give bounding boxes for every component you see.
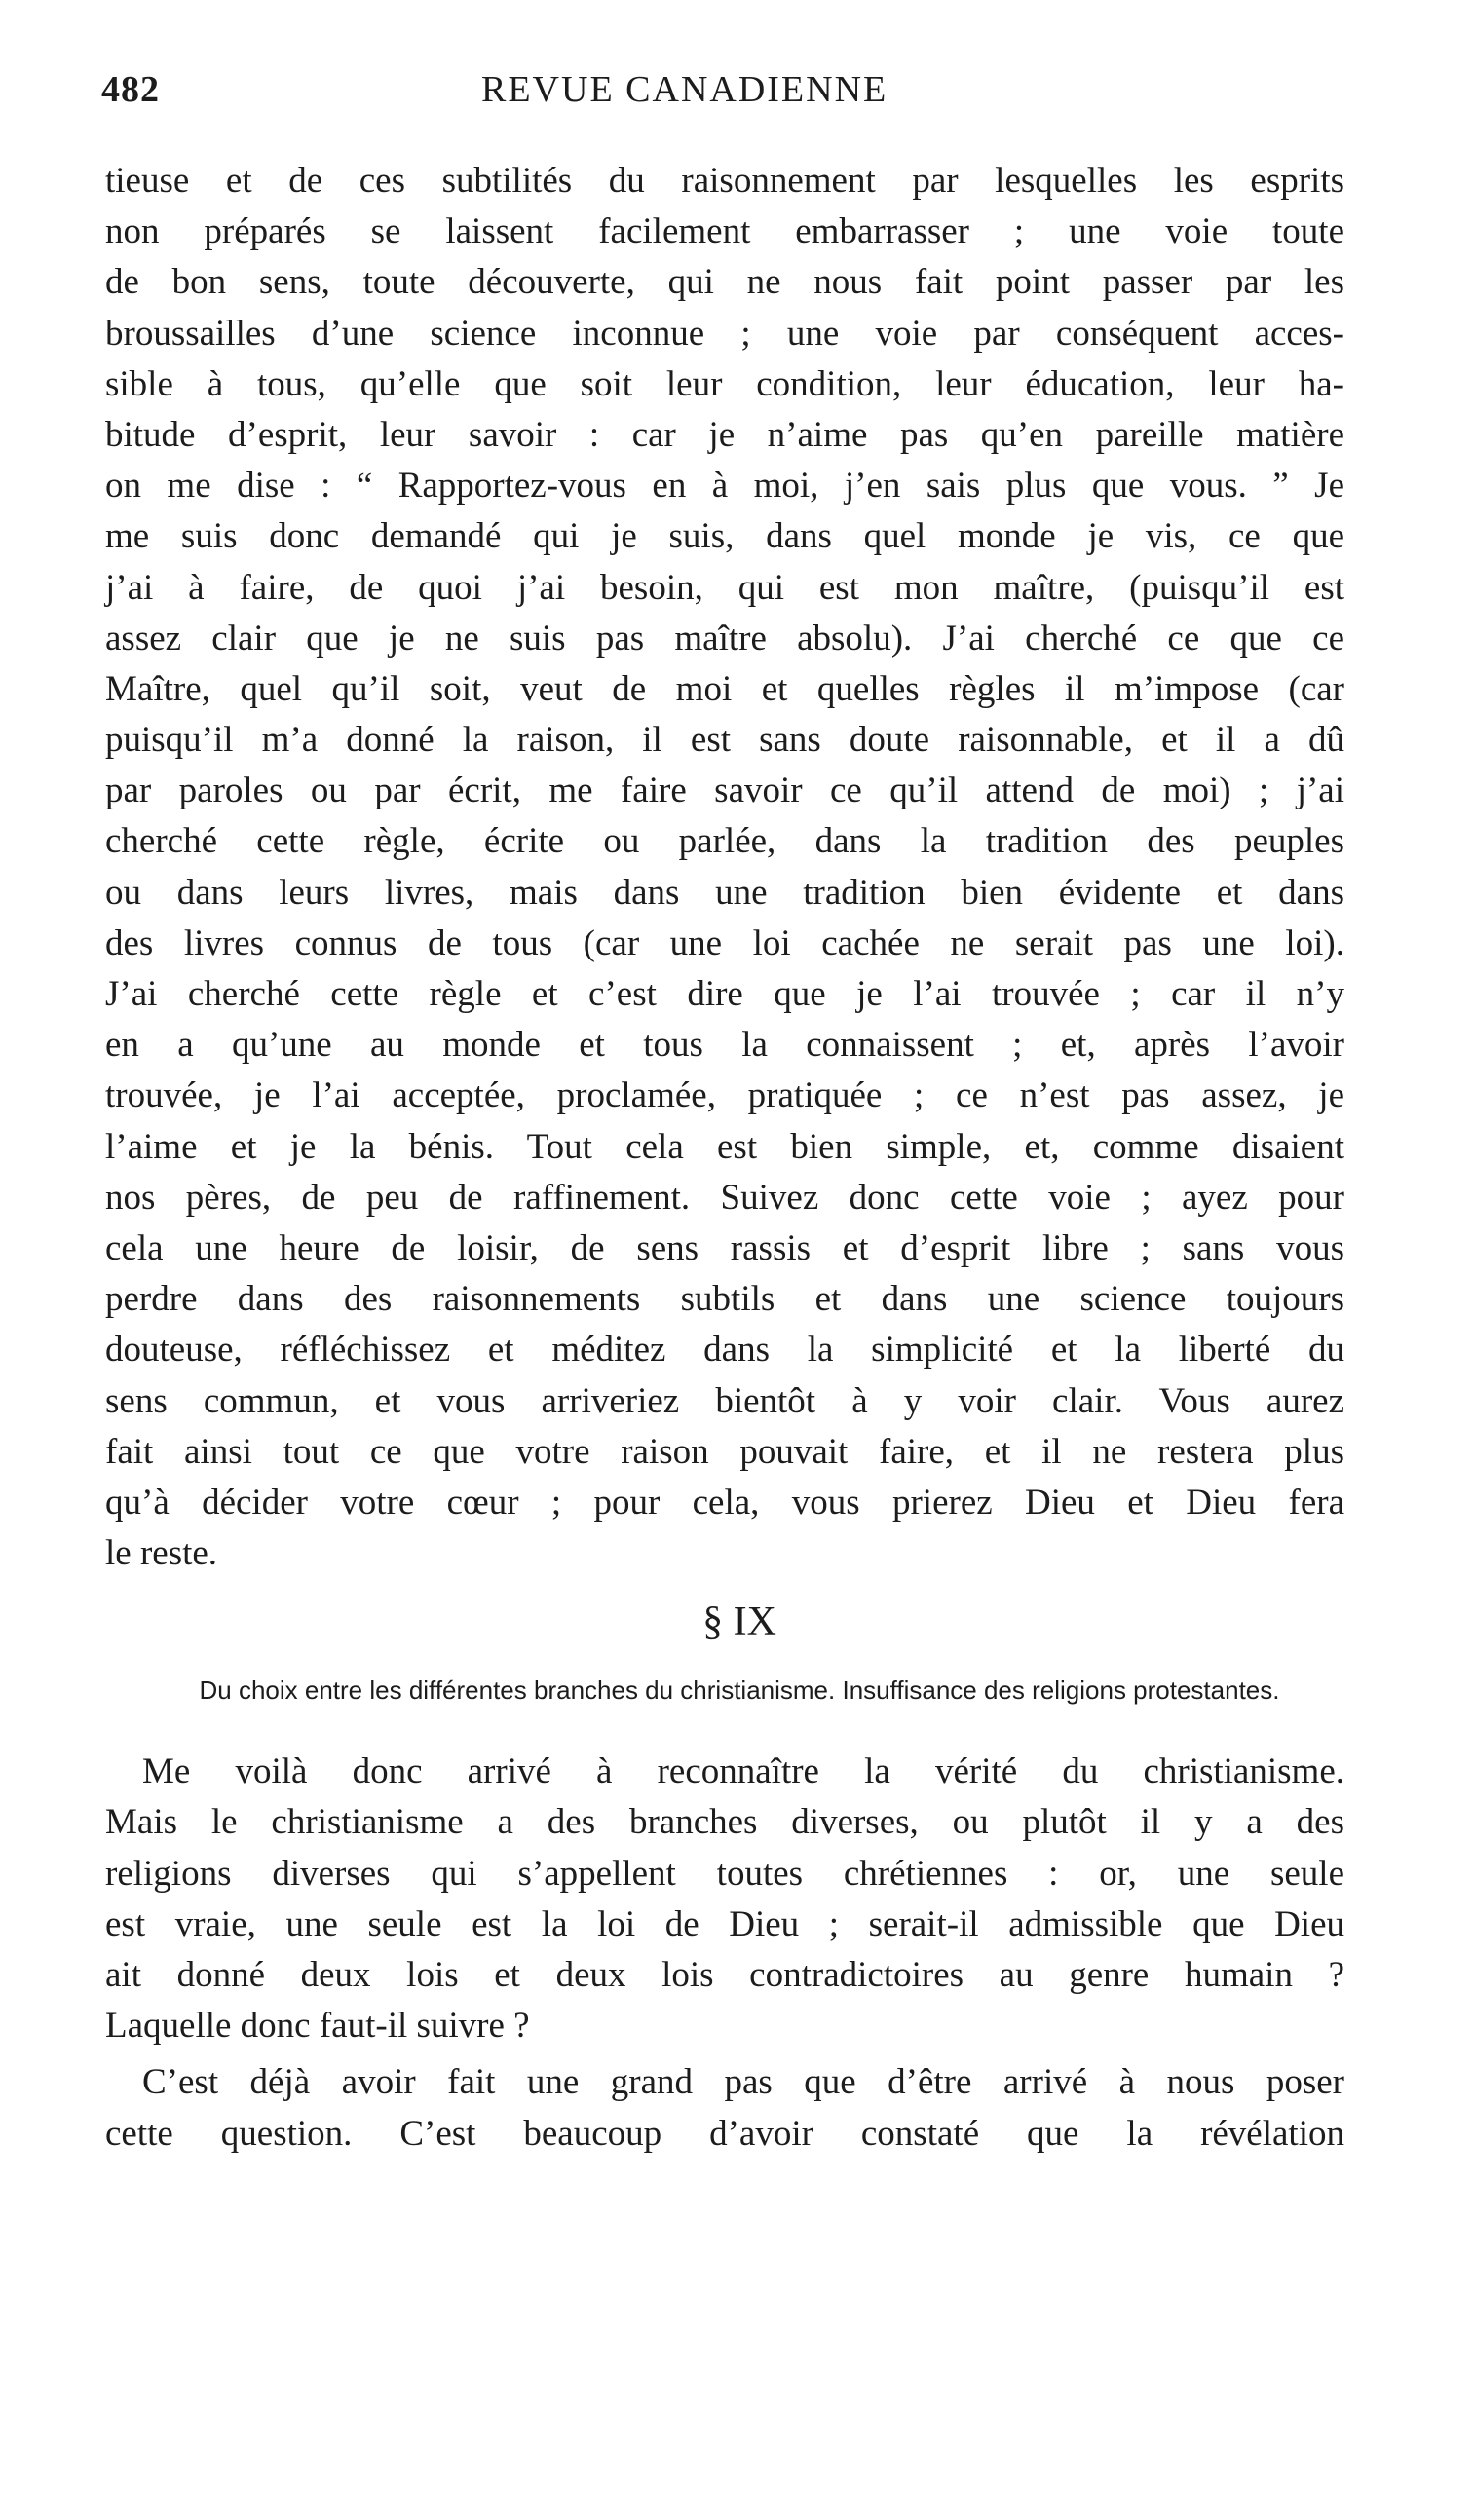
paragraph-1 bbox=[105, 156, 1344, 1579]
text-line: C’est déjà avoir fait une grand pas que d’être arrivé à nous poser bbox=[142, 2062, 1344, 2103]
page-header bbox=[101, 68, 1344, 127]
text-line: fait ainsi tout ce que votre raison pouvait faire, et il ne restera plus bbox=[105, 1431, 1344, 1472]
paragraph-2 bbox=[105, 1747, 1344, 2051]
text-line: qu’à décider votre cœur ; pour cela, vous prierez Dieu et Dieu fera bbox=[105, 1482, 1344, 1523]
text-line: bitude d’esprit, leur savoir : car je n’aime pas qu’en pareille matière bbox=[105, 414, 1344, 455]
text-line: perdre dans des raisonnements subtils et dans une science toujours bbox=[105, 1279, 1344, 1320]
text-line: religions diverses qui s’appellent toutes chrétiennes : or, une seule bbox=[105, 1853, 1344, 1894]
text-line: Mais le christianisme a des branches diverses, ou plutôt il y a des bbox=[105, 1802, 1344, 1843]
text-line: est vraie, une seule est la loi de Dieu ; serait-il admissible que Dieu bbox=[105, 1903, 1344, 1944]
text-line: assez clair que je ne suis pas maître absolu). J’ai cherché ce que ce bbox=[105, 618, 1344, 658]
text-line: cherché cette règle, écrite ou parlée, dans la tradition des peuples bbox=[105, 821, 1344, 862]
text-line: ou dans leurs livres, mais dans une tradition bien évidente et dans bbox=[105, 872, 1344, 913]
text-line: Me voilà donc arrivé à reconnaître la vérité du christianisme. bbox=[142, 1751, 1344, 1792]
text-line: de bon sens, toute découverte, qui ne nous fait point passer par les bbox=[105, 262, 1344, 303]
text-line: trouvée, je l’ai acceptée, proclamée, pratiquée ; ce n’est pas assez, je bbox=[105, 1075, 1344, 1116]
text-line: broussailles d’une science inconnue ; une voie par conséquent acces- bbox=[105, 313, 1344, 354]
text-line: on me dise : “ Rapportez-vous en à moi, j’en sais plus que vous. ” Je bbox=[105, 466, 1344, 507]
text-line: Maître, quel qu’il soit, veut de moi et quelles règles il m’impose (car bbox=[105, 668, 1344, 709]
text-line: douteuse, réfléchissez et méditez dans la simplicité et la liberté du bbox=[105, 1330, 1344, 1371]
text-line: j’ai à faire, de quoi j’ai besoin, qui est mon maître, (puisqu’il est bbox=[105, 567, 1344, 608]
text-line: tieuse et de ces subtilités du raisonnement par lesquelles les esprits bbox=[105, 161, 1344, 201]
text-line: puisqu’il m’a donné la raison, il est sans doute raisonnable, et il a dû bbox=[105, 720, 1344, 761]
text-line: des livres connus de tous (car une loi cachée ne serait pas une loi). bbox=[105, 922, 1344, 963]
text-line: Laquelle donc faut-il suivre ? bbox=[105, 2006, 530, 2047]
text-line: J’ai cherché cette règle et c’est dire que je l’ai trouvée ; car il n’y bbox=[105, 974, 1344, 1014]
running-head: REVUE CANADIENNE bbox=[481, 69, 888, 110]
body-text bbox=[105, 156, 1344, 2160]
text-line: l’aime et je la bénis. Tout cela est bien simple, et, comme disaient bbox=[105, 1126, 1344, 1167]
text-line: le reste. bbox=[105, 1533, 218, 1574]
section-heading: § IX bbox=[702, 1599, 776, 1645]
text-line: ait donné deux lois et deux lois contradictoires au genre humain ? bbox=[105, 1955, 1344, 1995]
text-line: cela une heure de loisir, de sens rassis et d’esprit libre ; sans vous bbox=[105, 1227, 1344, 1268]
text-line: cette question. C’est beaucoup d’avoir constaté que la révélation bbox=[105, 2113, 1344, 2154]
page-number: 482 bbox=[101, 69, 160, 110]
text-line: me suis donc demandé qui je suis, dans quel monde je vis, ce que bbox=[105, 516, 1344, 557]
section-summary: Du choix entre les différentes branches du christianisme. Insuffisance des religions protestantes. bbox=[199, 1675, 1280, 1706]
text-line: en a qu’une au monde et tous la connaissent ; et, après l’avoir bbox=[105, 1025, 1344, 1066]
text-line: sens commun, et vous arriveriez bientôt à y voir clair. Vous aurez bbox=[105, 1380, 1344, 1421]
text-line: sible à tous, qu’elle que soit leur condition, leur éducation, leur ha- bbox=[105, 363, 1344, 404]
paragraph-3 bbox=[105, 2057, 1344, 2159]
text-line: par paroles ou par écrit, me faire savoir ce qu’il attend de moi) ; j’ai bbox=[105, 771, 1344, 811]
text-line: non préparés se laissent facilement embarrasser ; une voie toute bbox=[105, 211, 1344, 252]
text-line: nos pères, de peu de raffinement. Suivez donc cette voie ; ayez pour bbox=[105, 1177, 1344, 1218]
